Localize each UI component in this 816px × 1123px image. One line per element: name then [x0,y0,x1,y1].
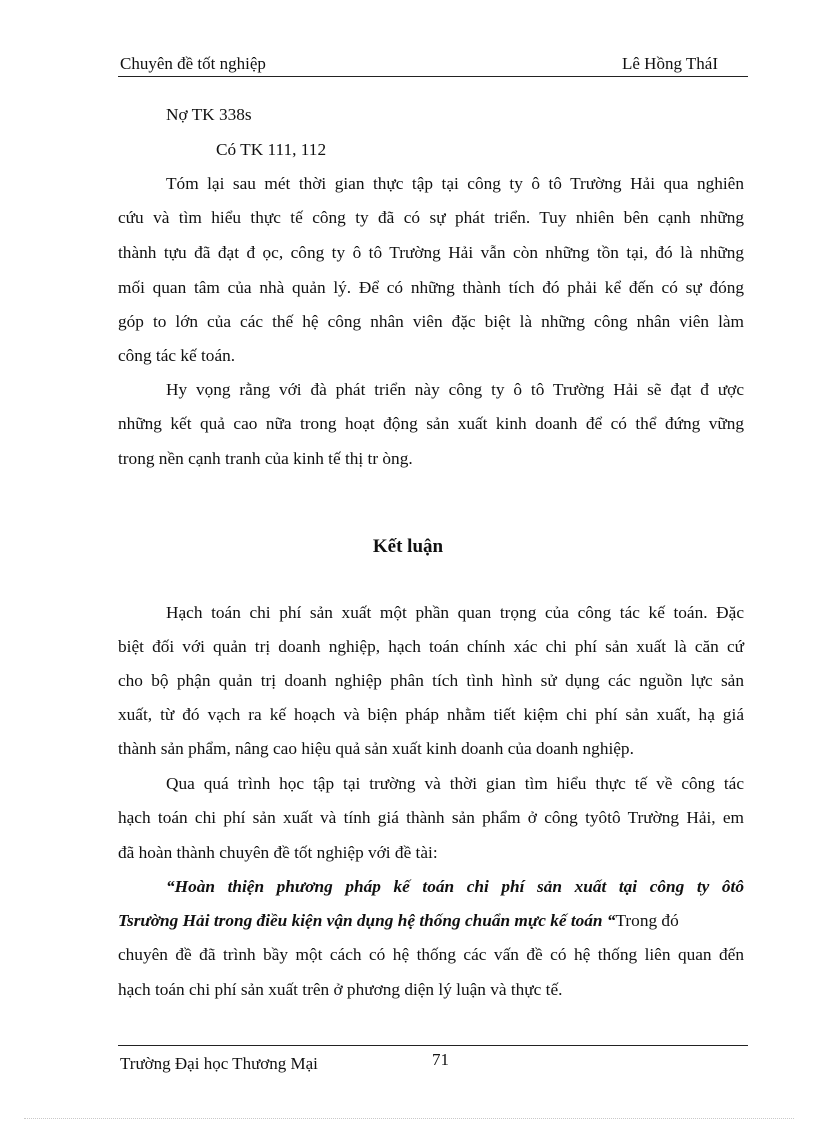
entry-debit: Nợ TK 338s [166,105,252,124]
summary-p2-line: những kết quả cao nữa trong hoạt động sản xuất kinh doanh để có thể đứng vững [118,414,744,433]
summary-p1-line: góp to lớn của các thế hệ công nhân viên đặc biệt là những công nhân viên làm [118,312,744,331]
conclusion-p2-line: đã hoàn thành chuyên đề tốt nghiệp với đề tài: [118,843,438,862]
thesis-title-text: Tsrường Hải trong điều kiện vận dụng hệ thống chuẩn mực kế toán “ [118,911,616,930]
conclusion-title: Kết luận [372,536,444,557]
conclusion-p1-line: thành sản phẩm, nâng cao hiệu quả sản xuất kinh doanh của doanh nghiệp. [118,739,634,758]
thesis-title-line-2 [118,910,744,932]
conclusion-p1-line: xuất, từ đó vạch ra kế hoạch và biện pháp nhằm tiết kiệm chi phí sản xuất, hạ giá [118,705,744,724]
conclusion-p1-line: cho bộ phận quản trị doanh nghiệp phân tích tình hình sử dụng các nguồn lực sản [118,671,744,690]
thesis-title-trailing: Trong đó [615,911,679,930]
page-number: 71 [432,1050,449,1069]
page-bottom-divider [24,1118,794,1119]
page-footer [118,1045,748,1076]
summary-p2-line: Hy vọng rằng với đà phát triển này công ty ô tô Trường Hải sẽ đạt đ ược [166,380,744,399]
summary-p1-line: công tác kế toán. [118,346,236,365]
header-author: Lê Hồng TháI [622,54,718,73]
conclusion-p1-line: biệt đối với quản trị doanh nghiệp, hạch toán chính xác chi phí sản xuất là căn cứ [118,637,744,656]
summary-p2-line: trong nền cạnh tranh của kinh tế thị tr òng. [118,449,413,468]
footer-school: Trường Đại học Thương Mại [120,1054,318,1073]
conclusion-p3-line: chuyên đề đã trình bầy một cách có hệ thống các vấn đề có hệ thống liên quan đến [118,945,744,964]
header-topic: Chuyên đề tốt nghiệp [120,54,266,73]
conclusion-p3-line: hạch toán chi phí sản xuất trên ở phương diện lý luận và thực tế. [118,980,563,999]
entry-credit: Có TK 111, 112 [216,140,327,159]
summary-p1-line: mối quan tâm của nhà quản lý. Để có những thành tích đó phải kể đến có sự đóng [118,278,744,297]
thesis-title-line: “Hoàn thiện phương pháp kế toán chi phí sản xuất tại công ty ôtô [166,877,744,896]
conclusion-p2-line: hạch toán chi phí sản xuất và tính giá thành sản phẩm ở công tyôtô Trường Hải, em [118,808,744,827]
summary-p1-line: cứu và tìm hiểu thực tế công ty đã có sự phát triển. Tuy nhiên bên cạnh những [118,208,744,227]
conclusion-p1-line: Hạch toán chi phí sản xuất một phần quan trọng của công tác kế toán. Đặc [166,603,744,622]
conclusion-p2-line: Qua quá trình học tập tại trường và thời gian tìm hiểu thực tế về công tác [166,774,744,793]
summary-p1-line: thành tựu đã đạt đ ọc, công ty ô tô Trường Hải vẫn còn những tồn tại, đó là những [118,243,744,262]
summary-p1-line: Tóm lại sau mét thời gian thực tập tại công ty ô tô Trường Hải qua nghiên [166,174,744,193]
page-header [118,52,748,77]
